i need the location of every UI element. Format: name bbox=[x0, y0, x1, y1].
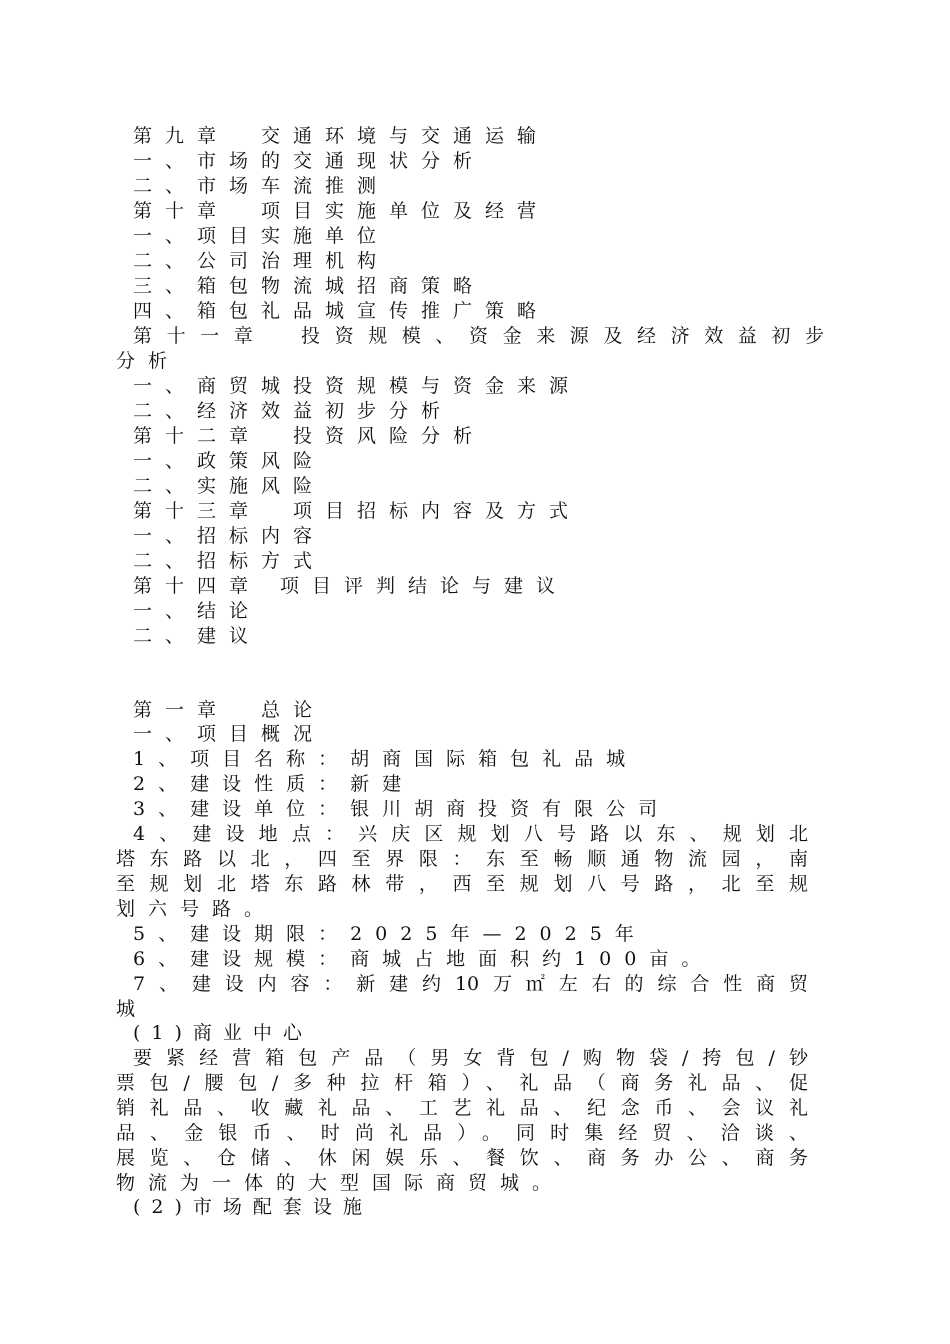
toc-chapter-11: 第十一章 投资规模、资金来源及经济效益初步 bbox=[133, 325, 824, 347]
paragraph-line: 要紧经营箱包产品（男女背包/购物袋/挎包/钞 bbox=[133, 1047, 808, 1069]
toc-chapter-12: 第十二章 投资风险分析 bbox=[133, 425, 486, 447]
toc-item: 一、政策风险 bbox=[133, 450, 326, 472]
sub-heading: (2)市场配套设施 bbox=[133, 1196, 373, 1218]
toc-item: 一、招标内容 bbox=[133, 525, 326, 547]
toc-item: 一、项目实施单位 bbox=[133, 225, 390, 247]
toc-item: 二、建议 bbox=[133, 625, 262, 647]
project-item-cont: 城 bbox=[116, 998, 149, 1020]
project-item-cont: 至规划北塔东路林带，西至规划八号路，北至规 bbox=[116, 873, 808, 895]
toc-chapter-9: 第九章 交通环境与交通运输 bbox=[133, 125, 550, 147]
project-item: 3、建设单位：银川胡商投资有限公司 bbox=[133, 798, 671, 820]
toc-chapter-14: 第十四章 项目评判结论与建议 bbox=[133, 575, 569, 597]
sub-heading: (1)商业中心 bbox=[133, 1022, 313, 1044]
toc-chapter-11-cont: 分析 bbox=[116, 350, 181, 372]
paragraph-line: 品、金银币、时尚礼品）。同时集经贸、洽谈、 bbox=[116, 1122, 808, 1144]
project-item-cont: 塔东路以北，四至界限：东至畅顺通物流园，南 bbox=[116, 848, 808, 870]
project-item: 1、项目名称：胡商国际箱包礼品城 bbox=[133, 748, 639, 770]
toc-item: 三、箱包物流城招商策略 bbox=[133, 275, 486, 297]
chapter-title: 第一章 总论 bbox=[133, 699, 326, 721]
project-item: 5、建设期限：2025年—2025年 bbox=[133, 923, 647, 945]
project-item-cont: 划六号路。 bbox=[116, 898, 277, 920]
project-item: 7、建设内容：新建约10万㎡左右的综合性商贸 bbox=[133, 973, 808, 995]
paragraph-line: 展览、仓储、休闲娱乐、餐饮、商务办公、商务 bbox=[116, 1147, 808, 1169]
paragraph-line: 物流为一体的大型国际商贸城。 bbox=[116, 1172, 565, 1194]
paragraph-line: 销礼品、收藏礼品、工艺礼品、纪念币、会议礼 bbox=[116, 1097, 808, 1119]
project-item: 2、建设性质：新建 bbox=[133, 773, 415, 795]
project-item: 4、建设地点：兴庆区规划八号路以东、规划北 bbox=[133, 823, 808, 845]
toc-item: 二、公司治理机构 bbox=[133, 250, 390, 272]
toc-chapter-10: 第十章 项目实施单位及经营 bbox=[133, 200, 550, 222]
toc-item: 一、市场的交通现状分析 bbox=[133, 150, 486, 172]
project-item: 6、建设规模：商城占地面积约100亩。 bbox=[133, 948, 714, 970]
toc-item: 一、商贸城投资规模与资金来源 bbox=[133, 375, 582, 397]
toc-item: 四、箱包礼品城宣传推广策略 bbox=[133, 300, 550, 322]
section-heading: 一、项目概况 bbox=[133, 723, 326, 745]
paragraph-line: 票包/腰包/多种拉杆箱）、礼品（商务礼品、促 bbox=[116, 1072, 808, 1094]
toc-item: 二、市场车流推测 bbox=[133, 175, 390, 197]
toc-chapter-13: 第十三章 项目招标内容及方式 bbox=[133, 500, 582, 522]
toc-item: 二、经济效益初步分析 bbox=[133, 400, 454, 422]
toc-item: 一、结论 bbox=[133, 600, 262, 622]
toc-item: 二、招标方式 bbox=[133, 550, 326, 572]
toc-item: 二、实施风险 bbox=[133, 475, 326, 497]
